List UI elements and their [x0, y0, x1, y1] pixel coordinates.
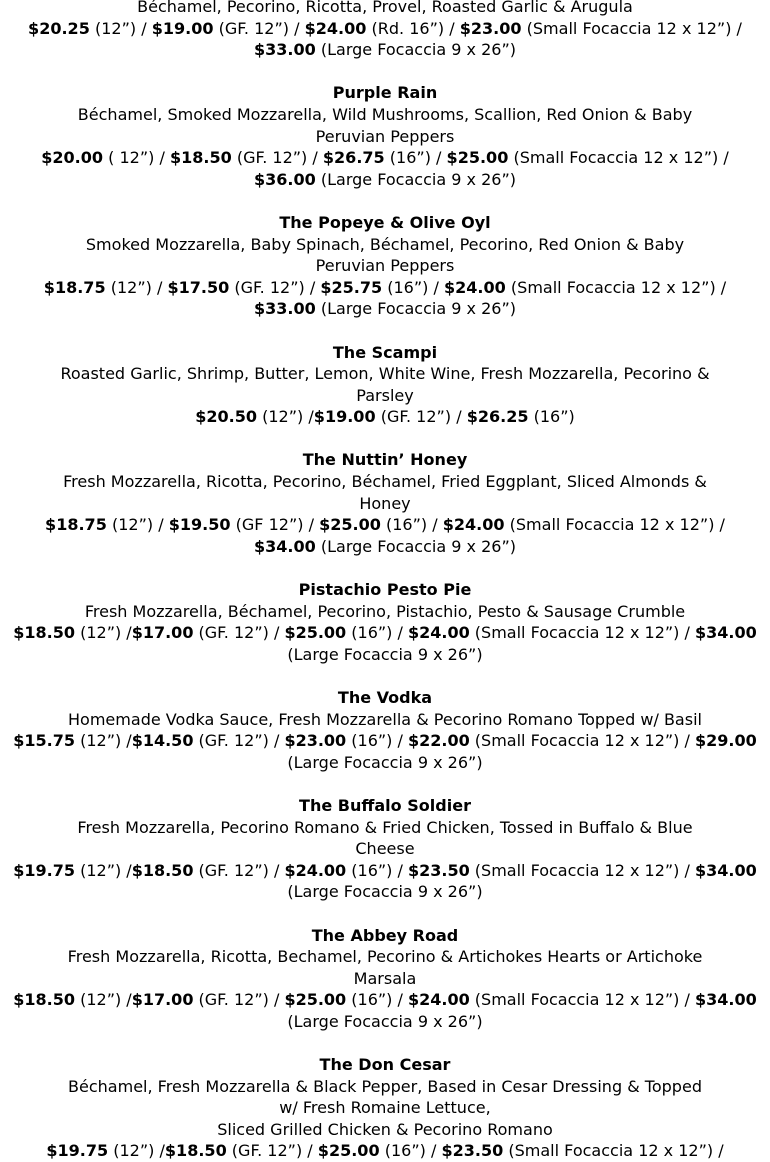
menu-item-description: w/ Fresh Romaine Lettuce,: [279, 1098, 491, 1118]
price-value: $20.50: [195, 407, 258, 427]
price-value: $33.00: [253, 40, 316, 60]
price-size-label: (Large Focaccia 9 x 26”): [315, 169, 517, 189]
price-size-label: (Large Focaccia 9 x 26”): [287, 882, 483, 902]
price-size-label: (16”) /: [382, 277, 444, 297]
price-size-label: (12”) /: [75, 623, 132, 643]
menu-item-name: The Vodka: [337, 688, 433, 707]
menu-item-description: Fresh Mozzarella, Béchamel, Pecorino, Pistachio, Pesto & Sausage Crumble: [84, 601, 686, 621]
price-value: $17.00: [131, 990, 194, 1010]
price-value: $29.00: [694, 731, 757, 751]
price-size-label: (Small Focaccia 12 x 12”) /: [505, 277, 727, 297]
price-value: $25.00: [284, 623, 347, 643]
price-value: $18.50: [170, 148, 232, 168]
menu-item-description: Cheese: [355, 839, 415, 859]
price-value: $24.00: [284, 860, 347, 880]
price-size-label: (Large Focaccia 9 x 26”): [287, 752, 483, 772]
menu-item-description: Béchamel, Pecorino, Ricotta, Provel, Roasted Garlic & Arugula: [137, 0, 633, 16]
menu-item: [0, 342, 770, 428]
price-value: $25.00: [319, 515, 381, 535]
menu-item-name: Purple Rain: [332, 83, 438, 103]
price-value: $19.00: [151, 18, 214, 38]
price-value: $14.50: [131, 731, 194, 751]
price-value: $20.00: [41, 148, 104, 168]
price-value: $19.75: [46, 1141, 109, 1161]
menu-item: [0, 1054, 770, 1162]
price-value: $18.50: [13, 623, 75, 643]
price-size-label: (GF. 12”) /: [193, 623, 285, 643]
menu-item-description: Honey: [359, 493, 411, 513]
menu-item-name: The Buffalo Soldier: [299, 795, 471, 815]
item-spacer: [0, 903, 770, 925]
menu-item-name: The Don Cesar: [319, 1055, 451, 1075]
menu-item-prices: [0, 860, 770, 882]
price-value: $23.50: [407, 860, 470, 880]
menu-item-description: Peruvian Peppers: [315, 126, 455, 146]
price-size-label: (Large Focaccia 9 x 26”): [315, 536, 517, 556]
price-size-label: (16”) /: [346, 623, 408, 643]
price-value: $19.75: [13, 860, 75, 880]
price-size-label: (12”) /: [75, 990, 132, 1010]
price-size-label: (Small Focaccia 12 x 12”) /: [469, 731, 695, 751]
menu-item-description: Béchamel, Fresh Mozzarella & Black Pepper, Based in Cesar Dressing & Topped: [67, 1076, 702, 1096]
item-spacer: [0, 61, 770, 83]
price-size-label: (16”) /: [346, 860, 408, 880]
price-size-label: (GF. 12”) /: [193, 731, 285, 751]
price-size-label: (Large Focaccia 9 x 26”): [315, 299, 517, 319]
price-value: $18.50: [13, 990, 75, 1010]
price-size-label: (Small Focaccia 12 x 12”) /: [469, 860, 695, 880]
menu-item-description: Roasted Garlic, Shrimp, Butter, Lemon, White Wine, Fresh Mozzarella, Pecorino &: [60, 364, 710, 384]
menu-item-description: Parsley: [356, 385, 414, 405]
price-size-label: (Small Focaccia 12 x 12”) /: [503, 1141, 724, 1161]
menu-item-name: The Popeye & Olive Oyl: [279, 212, 491, 232]
menu-item: [0, 687, 770, 773]
price-value: $24.00: [442, 515, 505, 535]
item-spacer: [0, 428, 770, 450]
price-value: $24.00: [444, 277, 506, 297]
price-value: $18.50: [131, 860, 194, 880]
price-value: $26.25: [466, 407, 529, 427]
price-size-label: (Small Focaccia 12 x 12”) /: [469, 990, 695, 1010]
price-size-label: (12”) /: [105, 277, 168, 297]
price-size-label: (GF. 12”) /: [375, 407, 467, 427]
price-size-label: (16”) /: [346, 731, 408, 751]
menu-item-prices: [0, 1140, 770, 1162]
menu-item-prices: [0, 989, 770, 1011]
menu-item-prices: [0, 406, 770, 428]
price-value: $18.75: [45, 515, 107, 535]
price-value: $25.00: [317, 1141, 380, 1161]
menu-item-prices: [0, 277, 770, 299]
menu-item: [0, 212, 770, 320]
menu-item-description: Sliced Grilled Chicken & Pecorino Romano: [217, 1119, 553, 1139]
menu-item: [0, 0, 770, 61]
price-value: $34.00: [253, 536, 316, 556]
price-value: $25.00: [446, 148, 509, 168]
price-size-label: (GF. 12”) /: [193, 860, 285, 880]
price-value: $15.75: [13, 731, 75, 751]
price-value: $19.50: [168, 515, 231, 535]
item-spacer: [0, 773, 770, 795]
price-size-label: (Small Focaccia 12 x 12”) /: [521, 18, 742, 38]
price-value: $18.50: [164, 1141, 227, 1161]
menu-item-prices: [0, 514, 770, 536]
menu-item-prices: [0, 147, 770, 169]
menu-item-prices: [0, 644, 770, 666]
menu-item-prices: [0, 1011, 770, 1033]
menu-item-description: Fresh Mozzarella, Ricotta, Pecorino, Béchamel, Fried Eggplant, Sliced Almonds &: [63, 472, 707, 492]
price-size-label: (Small Focaccia 12 x 12”) /: [508, 148, 729, 168]
menu-item-prices: [0, 730, 770, 752]
menu-item: [0, 449, 770, 557]
menu-item-name: The Abbey Road: [311, 925, 459, 945]
price-value: $34.00: [694, 860, 757, 880]
price-size-label: (12”) /: [75, 860, 132, 880]
price-value: $18.75: [43, 277, 106, 297]
menu-item-prices: [0, 752, 770, 774]
menu-item-name: Pistachio Pesto Pie: [298, 580, 472, 600]
price-size-label: (GF. 12”) /: [226, 1141, 318, 1161]
price-size-label: (16”) /: [380, 515, 443, 535]
menu-item-name: The Scampi: [332, 342, 438, 362]
menu-item: [0, 579, 770, 665]
price-value: $26.75: [322, 148, 385, 168]
menu-item-name: The Nuttin’ Honey: [302, 450, 468, 470]
price-size-label: (GF. 12”) /: [213, 18, 305, 38]
price-size-label: (GF. 12”) /: [229, 277, 321, 297]
price-size-label: (12”) /: [75, 731, 132, 751]
price-value: $25.00: [284, 990, 347, 1010]
price-size-label: (Small Focaccia 12 x 12”) /: [504, 515, 725, 535]
price-value: $23.00: [459, 18, 522, 38]
price-value: $23.50: [441, 1141, 504, 1161]
price-value: $33.00: [253, 299, 316, 319]
price-size-label: (Large Focaccia 9 x 26”): [315, 40, 517, 60]
price-value: $20.25: [28, 18, 90, 38]
price-value: $22.00: [407, 731, 470, 751]
price-size-label: (16”) /: [346, 990, 408, 1010]
price-size-label: (12”) /: [257, 407, 314, 427]
item-spacer: [0, 557, 770, 579]
price-value: $34.00: [694, 990, 757, 1010]
price-value: $24.00: [407, 623, 470, 643]
price-value: $19.00: [313, 407, 376, 427]
item-spacer: [0, 665, 770, 687]
price-value: $25.75: [320, 277, 383, 297]
menu-item-prices: [0, 169, 770, 191]
price-size-label: (12”) /: [108, 1141, 165, 1161]
menu-item-prices: [0, 298, 770, 320]
menu-item-description: Peruvian Peppers: [315, 256, 455, 276]
price-size-label: (GF. 12”) /: [193, 990, 285, 1010]
price-value: $23.00: [284, 731, 347, 751]
price-size-label: (16”) /: [384, 148, 447, 168]
price-size-label: (16”) /: [379, 1141, 442, 1161]
price-value: $17.50: [167, 277, 230, 297]
price-value: $17.00: [131, 623, 194, 643]
price-size-label: (12”) /: [89, 18, 152, 38]
price-value: $34.00: [694, 623, 757, 643]
price-size-label: ( 12”) /: [103, 148, 170, 168]
price-size-label: (Large Focaccia 9 x 26”): [287, 1011, 483, 1031]
menu-item-prices: [0, 622, 770, 644]
menu-item: [0, 925, 770, 1033]
menu-item-prices: [0, 39, 770, 61]
menu-item-description: Fresh Mozzarella, Pecorino Romano & Fried Chicken, Tossed in Buffalo & Blue: [77, 817, 693, 837]
price-value: $24.00: [407, 990, 470, 1010]
menu-item-prices: [0, 881, 770, 903]
price-value: $24.00: [304, 18, 367, 38]
price-value: $36.00: [253, 169, 316, 189]
price-size-label: (Large Focaccia 9 x 26”): [287, 644, 483, 664]
menu-item: [0, 82, 770, 190]
menu-item-description: Marsala: [353, 968, 417, 988]
menu-item-description: Béchamel, Smoked Mozzarella, Wild Mushrooms, Scallion, Red Onion & Baby: [77, 104, 693, 124]
price-size-label: (GF. 12”) /: [231, 148, 323, 168]
price-size-label: (GF 12”) /: [230, 515, 320, 535]
item-spacer: [0, 1033, 770, 1055]
menu-item-description: Smoked Mozzarella, Baby Spinach, Béchamel, Pecorino, Red Onion & Baby: [85, 234, 685, 254]
price-size-label: (12”) /: [106, 515, 169, 535]
price-size-label: (16”): [528, 407, 575, 427]
item-spacer: [0, 190, 770, 212]
price-size-label: (Small Focaccia 12 x 12”) /: [469, 623, 695, 643]
menu-item: [0, 795, 770, 903]
menu-item-prices: [0, 536, 770, 558]
menu-item-prices: [0, 18, 770, 40]
menu-item-description: Fresh Mozzarella, Ricotta, Bechamel, Pecorino & Artichokes Hearts or Artichoke: [67, 947, 703, 967]
item-spacer: [0, 320, 770, 342]
menu-item-description: Homemade Vodka Sauce, Fresh Mozzarella & Pecorino Romano Topped w/ Basil: [67, 709, 702, 729]
price-size-label: (Rd. 16”) /: [366, 18, 460, 38]
